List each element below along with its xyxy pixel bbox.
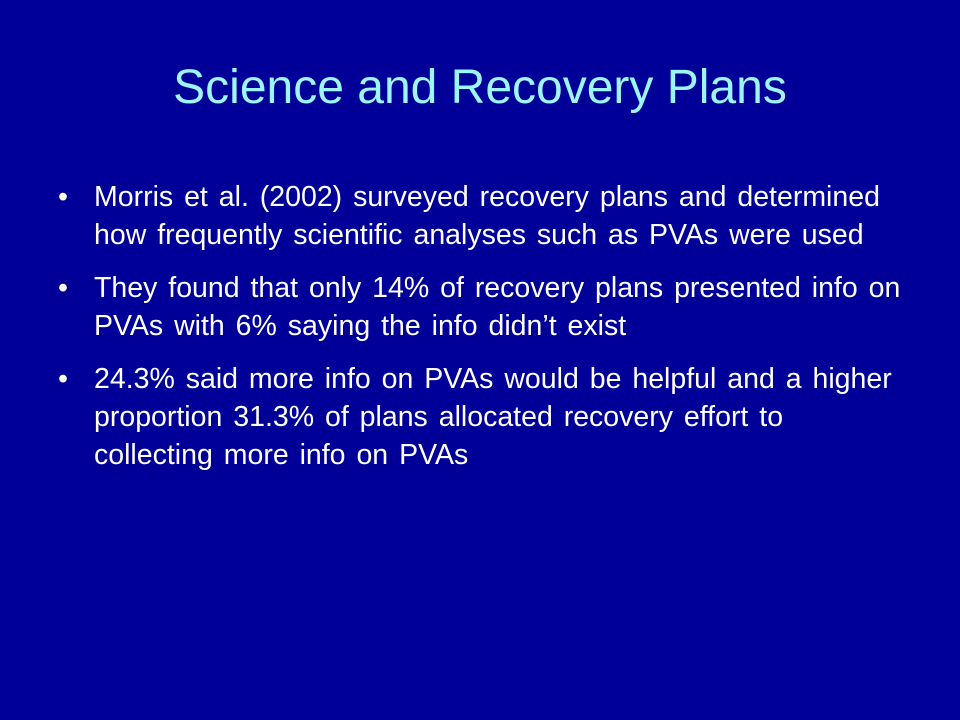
bullet-text: They found that only 14% of recovery plans presented info on PVAs with 6% saying the info didn’t exist xyxy=(94,272,901,342)
bullet-icon: • xyxy=(58,181,68,213)
bullet-item xyxy=(58,269,908,345)
bullet-item xyxy=(58,360,908,474)
bullet-text: Morris et al. (2002) surveyed recovery plans and determined how frequently scientific analyses such as PVAs were used xyxy=(94,181,880,251)
bullet-icon: • xyxy=(58,272,68,304)
slide-title: Science and Recovery Plans xyxy=(173,61,787,114)
bullet-list xyxy=(58,178,908,489)
bullet-icon: • xyxy=(58,363,68,395)
bullet-text: 24.3% said more info on PVAs would be helpful and a higher proportion 31.3% of plans allocated recovery effort to collecting more info on PVAs xyxy=(94,363,892,471)
bullet-item xyxy=(58,178,908,254)
